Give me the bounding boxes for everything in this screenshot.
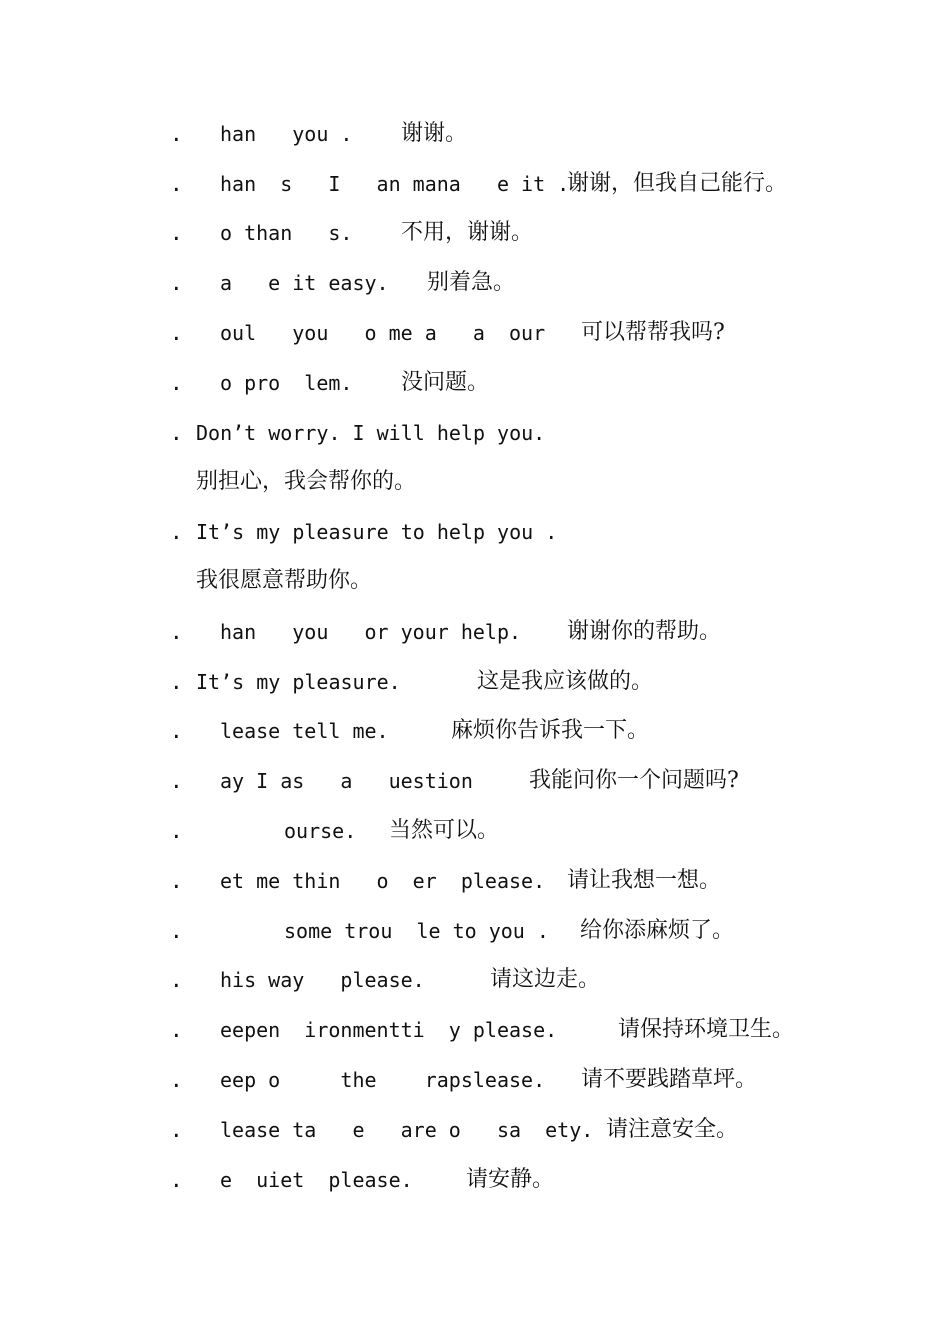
- chinese-translation: 我能问你一个问题吗?: [529, 768, 739, 793]
- list-bullet: .: [170, 421, 183, 445]
- chinese-translation: 我很愿意帮助你。: [196, 568, 373, 593]
- english-phrase: lease tell me.: [220, 719, 389, 743]
- phrase-row: [170, 119, 468, 149]
- chinese-translation: 别着急。: [427, 270, 516, 295]
- chinese-translation: 请让我想一想。: [567, 868, 722, 893]
- phrase-row: [170, 1115, 739, 1145]
- phrase-row: [170, 418, 546, 448]
- english-phrase: some trou le to you .: [284, 919, 549, 943]
- english-phrase: e uiet please.: [220, 1168, 413, 1192]
- list-bullet: .: [170, 919, 183, 943]
- english-phrase: et me thin o er please.: [220, 869, 546, 893]
- list-bullet: .: [170, 670, 183, 694]
- phrase-row: [170, 218, 534, 248]
- list-bullet: .: [170, 520, 183, 544]
- chinese-translation: 请安静。: [466, 1167, 555, 1192]
- list-bullet: .: [170, 1018, 183, 1042]
- english-phrase: It’s my pleasure.: [196, 670, 401, 694]
- chinese-translation: 请保持环境卫生。: [618, 1017, 795, 1042]
- chinese-translation: 当然可以。: [389, 818, 500, 843]
- phrase-row: [170, 716, 650, 746]
- chinese-translation: 给你添麻烦了。: [580, 918, 735, 943]
- chinese-translation: 谢谢，但我自己能行。: [567, 171, 788, 196]
- phrase-row: [170, 368, 490, 398]
- english-phrase: oul you o me a a our: [220, 321, 546, 345]
- list-bullet: .: [170, 172, 183, 196]
- phrase-row: [170, 1015, 795, 1045]
- phrase-row: [170, 268, 516, 298]
- chinese-translation: 可以帮帮我吗?: [581, 320, 725, 345]
- list-bullet: .: [170, 321, 183, 345]
- chinese-translation: 请这边走。: [490, 967, 601, 992]
- chinese-translation: 这是我应该做的。: [477, 669, 654, 694]
- phrase-row: [170, 1165, 555, 1195]
- english-phrase: his way please.: [220, 968, 425, 992]
- english-phrase: o pro lem.: [220, 371, 353, 395]
- phrase-row: [170, 816, 500, 846]
- english-phrase: o than s.: [220, 221, 353, 245]
- english-phrase: It’s my pleasure to help you .: [196, 520, 558, 544]
- phrase-row: [170, 169, 788, 199]
- list-bullet: .: [170, 1168, 183, 1192]
- list-bullet: .: [170, 122, 183, 146]
- list-bullet: .: [170, 819, 183, 843]
- chinese-translation: 请不要践踏草坪。: [581, 1067, 758, 1092]
- phrase-row: [170, 517, 558, 547]
- phrase-row: [170, 318, 725, 348]
- chinese-translation: 麻烦你告诉我一下。: [451, 718, 650, 743]
- phrase-row: [170, 667, 654, 697]
- list-bullet: .: [170, 719, 183, 743]
- english-phrase: han you or your help.: [220, 620, 522, 644]
- phrase-row: [170, 866, 722, 896]
- chinese-translation: 谢谢。: [401, 121, 468, 146]
- list-bullet: .: [170, 271, 183, 295]
- english-phrase: ourse.: [284, 819, 357, 843]
- phrase-row: [170, 617, 722, 647]
- list-bullet: .: [170, 968, 183, 992]
- english-phrase: eepen ironmentti y please.: [220, 1018, 558, 1042]
- chinese-translation: 请注意安全。: [606, 1117, 739, 1142]
- list-bullet: .: [170, 1118, 183, 1142]
- chinese-translation: 不用，谢谢。: [401, 220, 534, 245]
- phrase-row: [170, 965, 601, 995]
- list-bullet: .: [170, 221, 183, 245]
- list-bullet: .: [170, 1068, 183, 1092]
- english-phrase: han s I an mana e it .: [220, 172, 570, 196]
- english-phrase: ay I as a uestion: [220, 769, 473, 793]
- list-bullet: .: [170, 769, 183, 793]
- phrase-row: [170, 1065, 758, 1095]
- phrase-row: [170, 916, 735, 946]
- list-bullet: .: [170, 371, 183, 395]
- chinese-translation: 别担心，我会帮你的。: [196, 469, 417, 494]
- list-bullet: .: [170, 869, 183, 893]
- english-phrase: a e it easy.: [220, 271, 389, 295]
- english-phrase: han you .: [220, 122, 353, 146]
- english-phrase: lease ta e are o sa ety.: [220, 1118, 594, 1142]
- english-phrase: eep o the rapslease.: [220, 1068, 546, 1092]
- chinese-translation: 谢谢你的帮助。: [567, 619, 722, 644]
- chinese-translation: 没问题。: [401, 370, 490, 395]
- phrase-row: [170, 766, 739, 796]
- english-phrase: Don’t worry. I will help you.: [196, 421, 546, 445]
- list-bullet: .: [170, 620, 183, 644]
